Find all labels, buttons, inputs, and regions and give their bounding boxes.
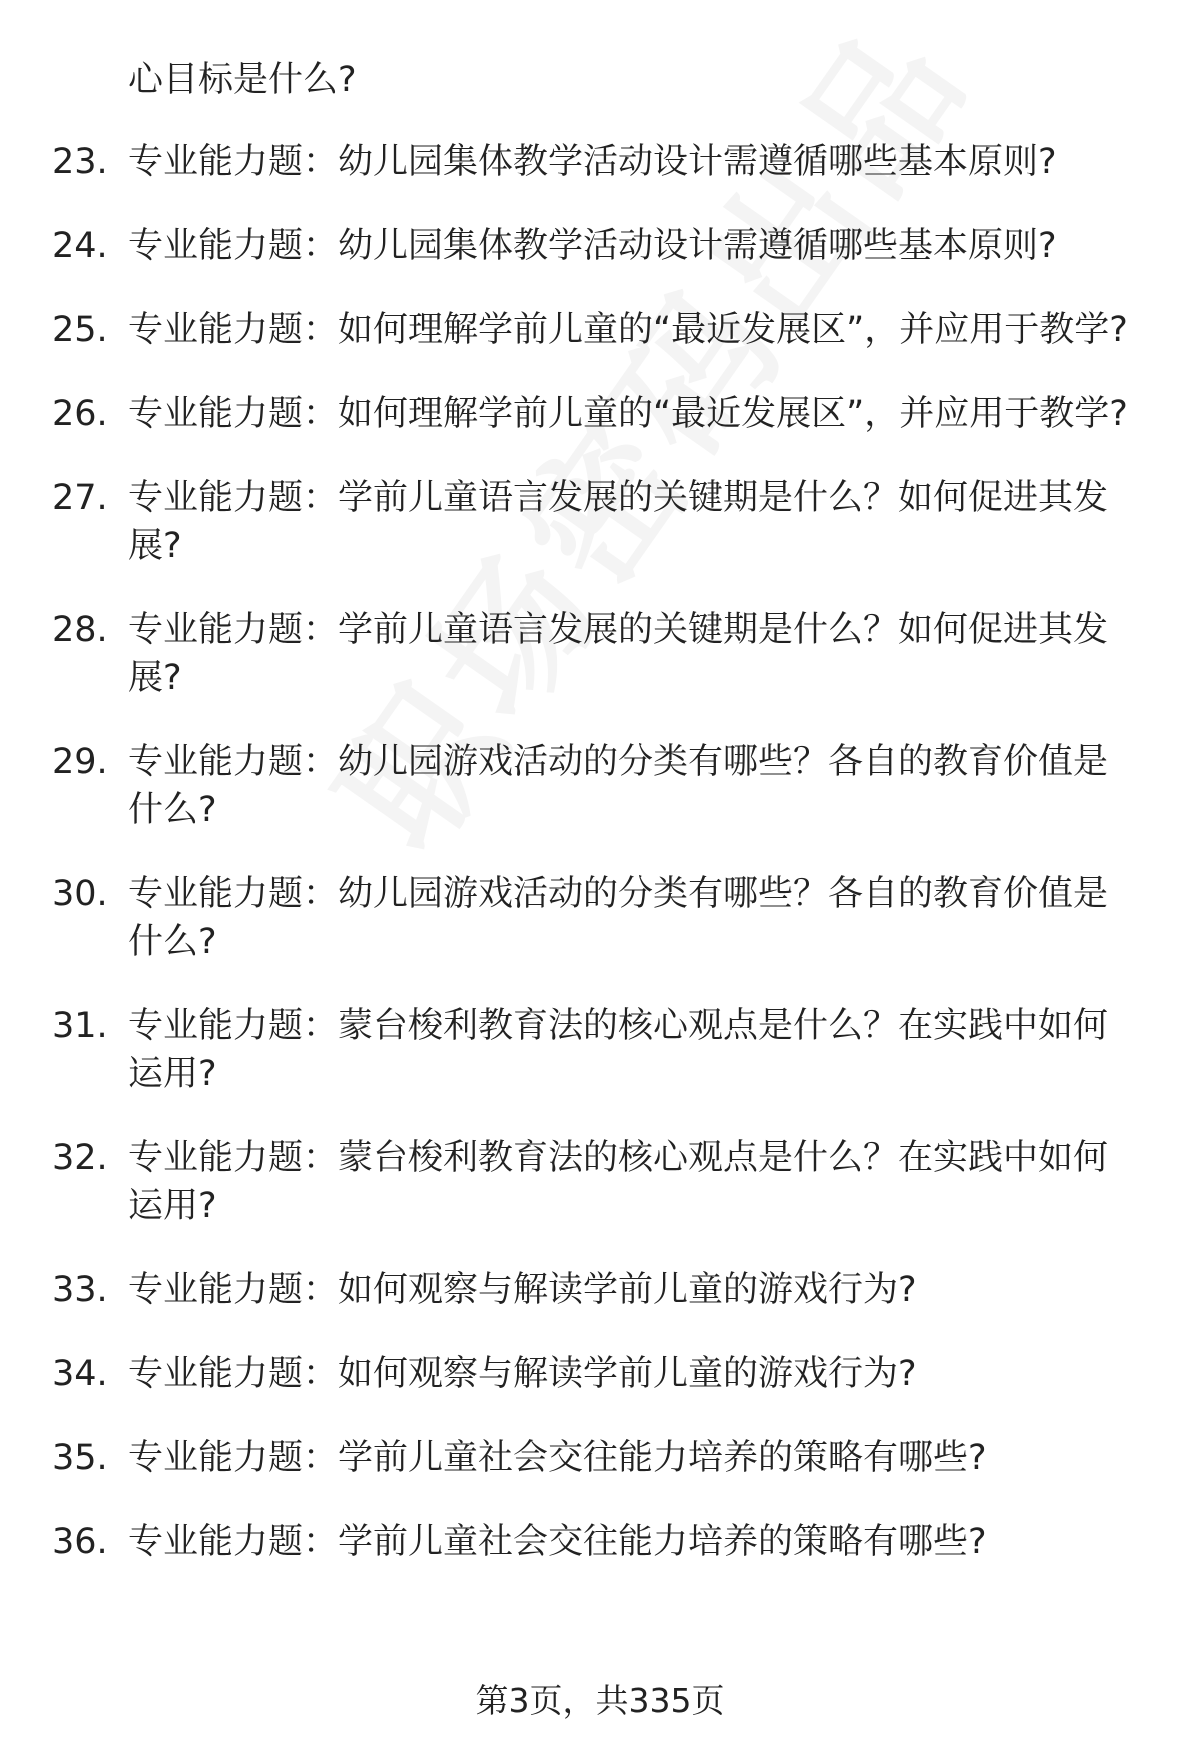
list-item bbox=[0, 1350, 1200, 1398]
question-text: 专业能力题：如何观察与解读学前儿童的游戏行为? bbox=[128, 1270, 917, 1310]
list-item bbox=[0, 1434, 1200, 1482]
question-text: 专业能力题：如何观察与解读学前儿童的游戏行为? bbox=[128, 1354, 917, 1394]
page-footer: 第3页，共335页 bbox=[475, 1681, 725, 1720]
question-list bbox=[0, 138, 1200, 1602]
question-number: 31. bbox=[52, 1006, 108, 1046]
question-number: 29. bbox=[52, 742, 108, 782]
list-item bbox=[0, 1518, 1200, 1566]
list-item bbox=[0, 738, 1200, 834]
question-number: 35. bbox=[52, 1438, 108, 1478]
question-text: 专业能力题：学前儿童社会交往能力培养的策略有哪些? bbox=[128, 1438, 987, 1478]
list-item bbox=[0, 222, 1200, 270]
list-item bbox=[0, 1002, 1200, 1098]
list-item bbox=[0, 474, 1200, 570]
question-text: 专业能力题：幼儿园集体教学活动设计需遵循哪些基本原则? bbox=[128, 142, 1057, 182]
question-text: 专业能力题：幼儿园游戏活动的分类有哪些？各自的教育价值是什么? bbox=[128, 874, 1109, 962]
question-number: 23. bbox=[52, 142, 108, 182]
question-text: 专业能力题：如何理解学前儿童的“最近发展区”，并应用于教学? bbox=[128, 394, 1128, 434]
question-number: 34. bbox=[52, 1354, 108, 1394]
question-text: 专业能力题：幼儿园集体教学活动设计需遵循哪些基本原则? bbox=[128, 226, 1057, 266]
question-number: 30. bbox=[52, 874, 108, 914]
question-number: 26. bbox=[52, 394, 108, 434]
list-item bbox=[0, 870, 1200, 966]
question-text: 专业能力题：学前儿童语言发展的关键期是什么？如何促进其发展? bbox=[128, 610, 1109, 698]
continuation-text: 心目标是什么? bbox=[128, 60, 357, 100]
list-item bbox=[0, 138, 1200, 186]
list-item bbox=[0, 390, 1200, 438]
question-number: 33. bbox=[52, 1270, 108, 1310]
question-text: 专业能力题：幼儿园游戏活动的分类有哪些？各自的教育价值是什么? bbox=[128, 742, 1109, 830]
list-item bbox=[0, 1134, 1200, 1230]
question-number: 27. bbox=[52, 478, 108, 518]
question-number: 36. bbox=[52, 1522, 108, 1562]
question-number: 25. bbox=[52, 310, 108, 350]
question-text: 专业能力题：学前儿童语言发展的关键期是什么？如何促进其发展? bbox=[128, 478, 1109, 566]
question-number: 28. bbox=[52, 610, 108, 650]
question-number: 24. bbox=[52, 226, 108, 266]
question-text: 专业能力题：如何理解学前儿童的“最近发展区”，并应用于教学? bbox=[128, 310, 1128, 350]
question-text: 专业能力题：蒙台梭利教育法的核心观点是什么？在实践中如何运用? bbox=[128, 1138, 1109, 1226]
list-item bbox=[0, 306, 1200, 354]
list-item bbox=[0, 1266, 1200, 1314]
question-number: 32. bbox=[52, 1138, 108, 1178]
question-text: 专业能力题：蒙台梭利教育法的核心观点是什么？在实践中如何运用? bbox=[128, 1006, 1109, 1094]
list-item bbox=[0, 606, 1200, 702]
question-text: 专业能力题：学前儿童社会交往能力培养的策略有哪些? bbox=[128, 1522, 987, 1562]
